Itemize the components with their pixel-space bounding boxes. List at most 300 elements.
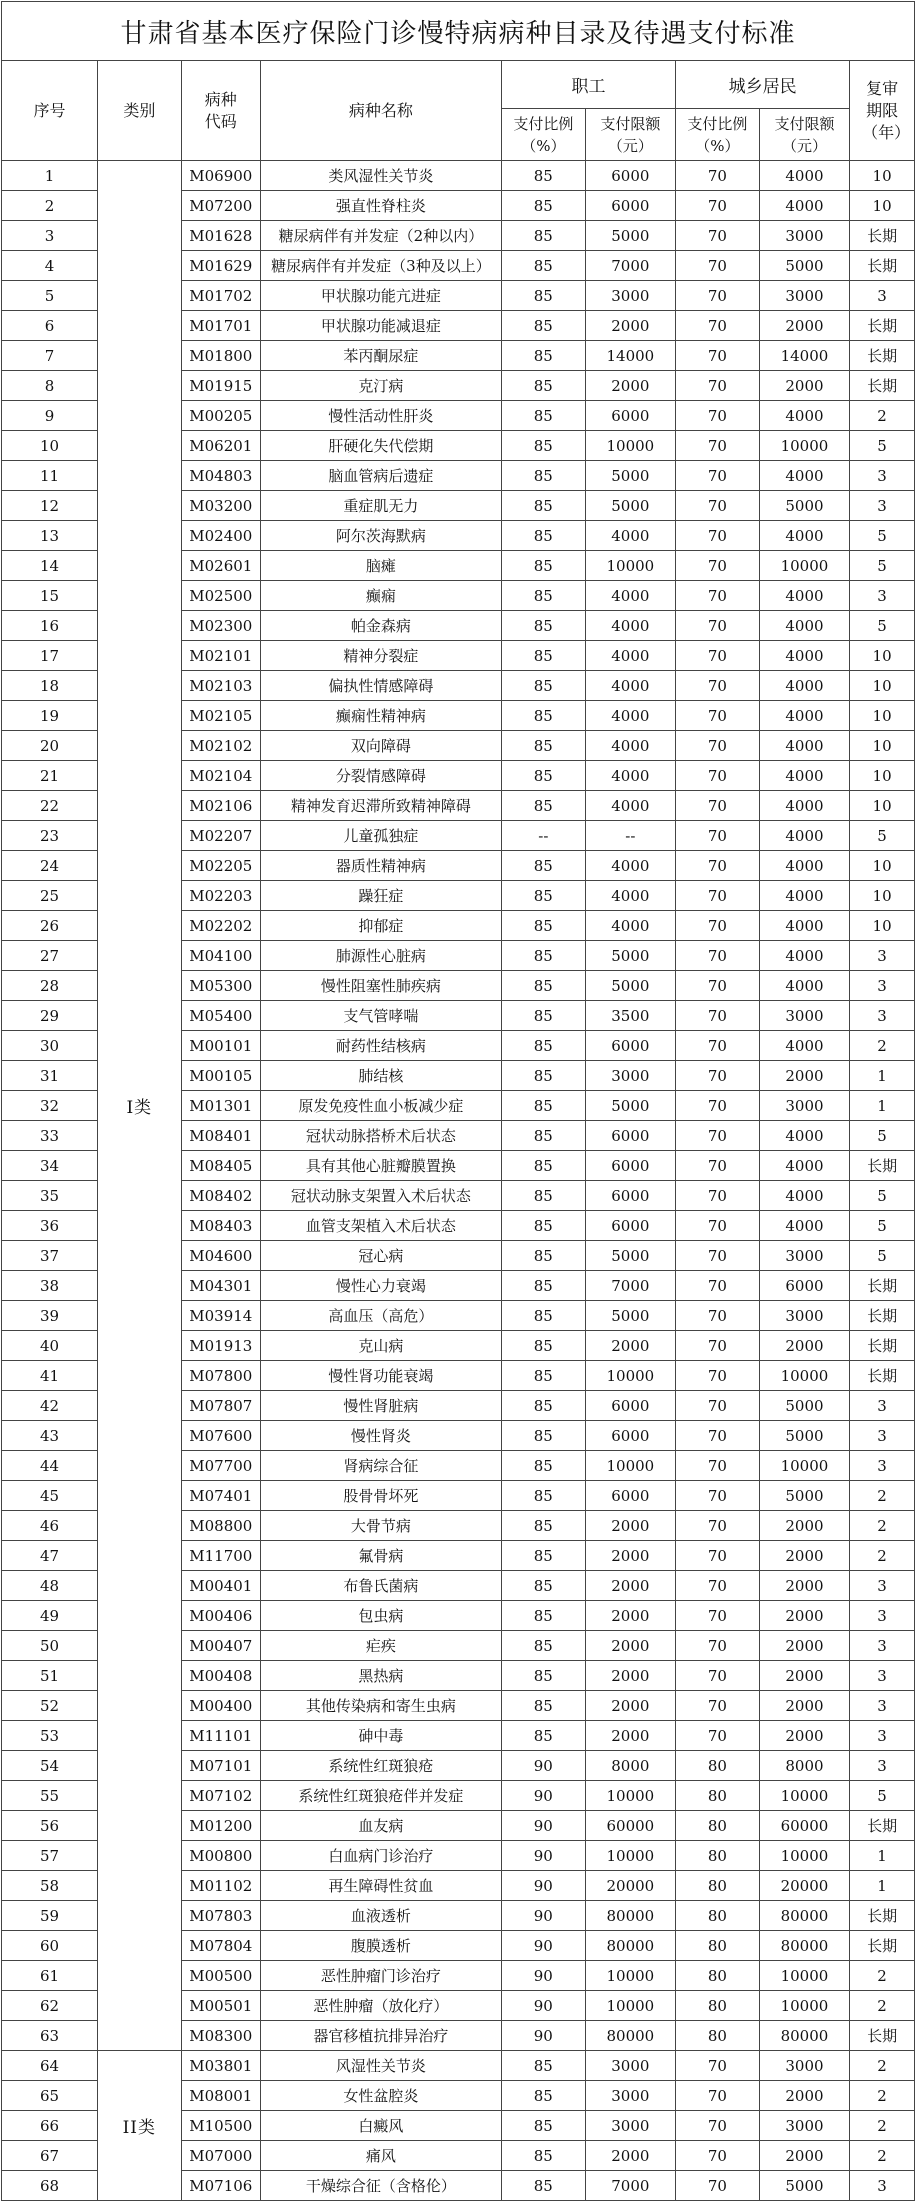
row-resident-limit: 2000 <box>759 1511 849 1541</box>
row-disease-name: 血友病 <box>260 1811 501 1841</box>
row-employee-ratio: 85 <box>501 881 585 911</box>
row-resident-ratio: 70 <box>676 1001 760 1031</box>
row-review-period: 3 <box>850 461 915 491</box>
row-seq: 25 <box>2 881 98 911</box>
row-employee-ratio: 85 <box>501 1331 585 1361</box>
row-disease-name: 风湿性关节炎 <box>260 2051 501 2081</box>
row-seq: 17 <box>2 641 98 671</box>
row-employee-ratio: 85 <box>501 341 585 371</box>
row-resident-ratio: 80 <box>676 1751 760 1781</box>
row-review-period: 3 <box>850 1421 915 1451</box>
row-employee-limit: 2000 <box>585 1661 675 1691</box>
row-resident-ratio: 70 <box>676 881 760 911</box>
row-employee-ratio: 85 <box>501 371 585 401</box>
row-review-period: 5 <box>850 1241 915 1271</box>
row-employee-limit: 4000 <box>585 791 675 821</box>
row-employee-ratio: 85 <box>501 1481 585 1511</box>
row-seq: 29 <box>2 1001 98 1031</box>
row-resident-limit: 4000 <box>759 1181 849 1211</box>
row-resident-ratio: 70 <box>676 791 760 821</box>
row-disease-name: 高血压（高危） <box>260 1301 501 1331</box>
row-review-period: 10 <box>850 761 915 791</box>
row-seq: 28 <box>2 971 98 1001</box>
row-disease-name: 肺源性心脏病 <box>260 941 501 971</box>
row-disease-name: 躁狂症 <box>260 881 501 911</box>
row-disease-name: 原发免疫性血小板减少症 <box>260 1091 501 1121</box>
row-resident-ratio: 70 <box>676 371 760 401</box>
row-seq: 12 <box>2 491 98 521</box>
header-employee: 职工 <box>501 61 675 109</box>
row-employee-limit: 10000 <box>585 551 675 581</box>
row-employee-limit: 10000 <box>585 1841 675 1871</box>
row-employee-limit: 3000 <box>585 1061 675 1091</box>
row-resident-limit: 4000 <box>759 461 849 491</box>
row-resident-ratio: 70 <box>676 2171 760 2201</box>
row-resident-limit: 4000 <box>759 1211 849 1241</box>
row-resident-limit: 14000 <box>759 341 849 371</box>
row-code: M11101 <box>181 1721 260 1751</box>
row-resident-ratio: 80 <box>676 1991 760 2021</box>
row-seq: 13 <box>2 521 98 551</box>
row-employee-limit: 4000 <box>585 761 675 791</box>
row-resident-limit: 2000 <box>759 1631 849 1661</box>
row-employee-limit: 7000 <box>585 1271 675 1301</box>
row-employee-limit: 7000 <box>585 251 675 281</box>
row-seq: 57 <box>2 1841 98 1871</box>
row-code: M08402 <box>181 1181 260 1211</box>
row-seq: 52 <box>2 1691 98 1721</box>
row-review-period: 长期 <box>850 1901 915 1931</box>
row-review-period: 3 <box>850 1601 915 1631</box>
row-employee-ratio: 85 <box>501 551 585 581</box>
row-code: M07106 <box>181 2171 260 2201</box>
row-employee-ratio: 85 <box>501 641 585 671</box>
header-seq: 序号 <box>2 61 98 161</box>
row-employee-ratio: 85 <box>501 1541 585 1571</box>
row-employee-ratio: 85 <box>501 941 585 971</box>
row-seq: 35 <box>2 1181 98 1211</box>
row-employee-limit: 5000 <box>585 1241 675 1271</box>
row-employee-limit: 5000 <box>585 941 675 971</box>
row-employee-limit: 80000 <box>585 2021 675 2051</box>
row-disease-name: 白血病门诊治疗 <box>260 1841 501 1871</box>
row-review-period: 3 <box>850 2171 915 2201</box>
row-seq: 11 <box>2 461 98 491</box>
row-resident-limit: 10000 <box>759 1361 849 1391</box>
row-resident-ratio: 80 <box>676 1841 760 1871</box>
row-seq: 44 <box>2 1451 98 1481</box>
row-disease-name: 脑瘫 <box>260 551 501 581</box>
row-employee-ratio: 85 <box>501 1421 585 1451</box>
row-employee-limit: 10000 <box>585 431 675 461</box>
row-resident-limit: 5000 <box>759 251 849 281</box>
row-resident-ratio: 70 <box>676 1391 760 1421</box>
row-review-period: 10 <box>850 191 915 221</box>
row-employee-limit: 80000 <box>585 1901 675 1931</box>
row-employee-ratio: 85 <box>501 1601 585 1631</box>
row-resident-limit: 80000 <box>759 1901 849 1931</box>
row-review-period: 3 <box>850 1721 915 1751</box>
row-code: M01915 <box>181 371 260 401</box>
row-employee-limit: 20000 <box>585 1871 675 1901</box>
row-code: M08401 <box>181 1121 260 1151</box>
row-disease-name: 血管支架植入术后状态 <box>260 1211 501 1241</box>
row-disease-name: 支气管哮喘 <box>260 1001 501 1031</box>
row-code: M10500 <box>181 2111 260 2141</box>
row-resident-ratio: 80 <box>676 1931 760 1961</box>
row-resident-limit: 5000 <box>759 1391 849 1421</box>
row-seq: 18 <box>2 671 98 701</box>
row-employee-limit: 10000 <box>585 1451 675 1481</box>
row-resident-limit: 10000 <box>759 1841 849 1871</box>
row-review-period: 2 <box>850 1961 915 1991</box>
row-code: M01200 <box>181 1811 260 1841</box>
row-review-period: 3 <box>850 1001 915 1031</box>
row-seq: 42 <box>2 1391 98 1421</box>
row-review-period: 1 <box>850 1841 915 1871</box>
row-resident-limit: 3000 <box>759 1091 849 1121</box>
row-employee-ratio: 90 <box>501 1901 585 1931</box>
row-resident-limit: 2000 <box>759 371 849 401</box>
row-disease-name: 布鲁氏菌病 <box>260 1571 501 1601</box>
row-review-period: 2 <box>850 401 915 431</box>
row-review-period: 10 <box>850 641 915 671</box>
row-resident-ratio: 70 <box>676 671 760 701</box>
row-disease-name: 癫痫性精神病 <box>260 701 501 731</box>
row-code: M07807 <box>181 1391 260 1421</box>
row-employee-ratio: 85 <box>501 2111 585 2141</box>
row-employee-limit: 4000 <box>585 911 675 941</box>
row-employee-ratio: -- <box>501 821 585 851</box>
row-disease-name: 肺结核 <box>260 1061 501 1091</box>
row-review-period: 长期 <box>850 2021 915 2051</box>
row-review-period: 10 <box>850 791 915 821</box>
row-resident-limit: 3000 <box>759 1301 849 1331</box>
row-review-period: 2 <box>850 1991 915 2021</box>
row-seq: 19 <box>2 701 98 731</box>
row-employee-limit: 5000 <box>585 491 675 521</box>
row-seq: 65 <box>2 2081 98 2111</box>
row-employee-limit: 14000 <box>585 341 675 371</box>
row-review-period: 1 <box>850 1061 915 1091</box>
row-review-period: 3 <box>850 1571 915 1601</box>
row-employee-limit: 4000 <box>585 881 675 911</box>
row-disease-name: 慢性活动性肝炎 <box>260 401 501 431</box>
row-resident-ratio: 70 <box>676 281 760 311</box>
row-seq: 30 <box>2 1031 98 1061</box>
row-code: M03914 <box>181 1301 260 1331</box>
row-resident-limit: 3000 <box>759 1241 849 1271</box>
row-employee-ratio: 85 <box>501 1571 585 1601</box>
row-review-period: 2 <box>850 1511 915 1541</box>
header-review-period: 复审期限（年） <box>850 61 915 161</box>
row-seq: 60 <box>2 1931 98 1961</box>
row-resident-ratio: 70 <box>676 1061 760 1091</box>
row-employee-ratio: 85 <box>501 281 585 311</box>
row-employee-ratio: 85 <box>501 1301 585 1331</box>
row-employee-limit: 5000 <box>585 221 675 251</box>
row-seq: 15 <box>2 581 98 611</box>
row-seq: 49 <box>2 1601 98 1631</box>
row-resident-limit: 3000 <box>759 2051 849 2081</box>
row-resident-limit: 2000 <box>759 1721 849 1751</box>
row-review-period: 10 <box>850 851 915 881</box>
row-employee-limit: 3000 <box>585 2111 675 2141</box>
row-resident-ratio: 70 <box>676 191 760 221</box>
row-disease-name: 脑血管病后遗症 <box>260 461 501 491</box>
row-seq: 56 <box>2 1811 98 1841</box>
row-employee-ratio: 85 <box>501 1661 585 1691</box>
row-disease-name: 精神分裂症 <box>260 641 501 671</box>
row-review-period: 5 <box>850 1121 915 1151</box>
row-resident-limit: 20000 <box>759 1871 849 1901</box>
row-review-period: 长期 <box>850 341 915 371</box>
row-review-period: 3 <box>850 281 915 311</box>
row-seq: 5 <box>2 281 98 311</box>
row-seq: 10 <box>2 431 98 461</box>
row-employee-limit: 2000 <box>585 1601 675 1631</box>
row-resident-limit: 2000 <box>759 1601 849 1631</box>
row-code: M00407 <box>181 1631 260 1661</box>
header-code: 病种代码 <box>181 61 260 161</box>
row-employee-ratio: 85 <box>501 2081 585 2111</box>
row-seq: 43 <box>2 1421 98 1451</box>
row-employee-limit: 4000 <box>585 641 675 671</box>
row-resident-limit: 4000 <box>759 641 849 671</box>
row-code: M00500 <box>181 1961 260 1991</box>
row-review-period: 5 <box>850 431 915 461</box>
row-resident-limit: 3000 <box>759 2111 849 2141</box>
row-employee-limit: 10000 <box>585 1991 675 2021</box>
header-employee-limit: 支付限额（元） <box>585 109 675 161</box>
row-resident-ratio: 80 <box>676 1781 760 1811</box>
row-code: M02205 <box>181 851 260 881</box>
row-code: M05400 <box>181 1001 260 1031</box>
row-resident-limit: 4000 <box>759 611 849 641</box>
row-resident-ratio: 70 <box>676 1571 760 1601</box>
row-code: M04301 <box>181 1271 260 1301</box>
header-employee-ratio: 支付比例（%） <box>501 109 585 161</box>
row-resident-ratio: 70 <box>676 1451 760 1481</box>
row-review-period: 5 <box>850 551 915 581</box>
row-code: M02103 <box>181 671 260 701</box>
row-employee-limit: 6000 <box>585 191 675 221</box>
row-employee-limit: 3000 <box>585 2051 675 2081</box>
row-disease-name: 干燥综合征（含格伦） <box>260 2171 501 2201</box>
row-resident-ratio: 70 <box>676 431 760 461</box>
row-code: M02104 <box>181 761 260 791</box>
row-resident-limit: 2000 <box>759 1691 849 1721</box>
row-disease-name: 抑郁症 <box>260 911 501 941</box>
row-disease-name: 痛风 <box>260 2141 501 2171</box>
row-resident-ratio: 70 <box>676 971 760 1001</box>
row-review-period: 3 <box>850 1391 915 1421</box>
row-code: M02106 <box>181 791 260 821</box>
row-employee-limit: 7000 <box>585 2171 675 2201</box>
row-code: M08001 <box>181 2081 260 2111</box>
table-row <box>2 2051 915 2081</box>
row-code: M08800 <box>181 1511 260 1541</box>
row-employee-limit: 4000 <box>585 731 675 761</box>
row-employee-limit: 6000 <box>585 1181 675 1211</box>
row-resident-limit: 4000 <box>759 161 849 191</box>
row-resident-limit: 80000 <box>759 1931 849 1961</box>
row-employee-ratio: 85 <box>501 1511 585 1541</box>
row-seq: 64 <box>2 2051 98 2081</box>
row-resident-limit: 5000 <box>759 1481 849 1511</box>
row-code: M01800 <box>181 341 260 371</box>
row-employee-limit: 2000 <box>585 1511 675 1541</box>
row-resident-limit: 4000 <box>759 911 849 941</box>
row-employee-limit: 6000 <box>585 1031 675 1061</box>
row-resident-ratio: 70 <box>676 1301 760 1331</box>
row-review-period: 5 <box>850 611 915 641</box>
row-seq: 32 <box>2 1091 98 1121</box>
row-employee-limit: 3500 <box>585 1001 675 1031</box>
row-disease-name: 疟疾 <box>260 1631 501 1661</box>
row-resident-ratio: 70 <box>676 641 760 671</box>
row-employee-ratio: 85 <box>501 1001 585 1031</box>
row-resident-limit: 2000 <box>759 1571 849 1601</box>
row-seq: 68 <box>2 2171 98 2201</box>
row-disease-name: 冠状动脉搭桥术后状态 <box>260 1121 501 1151</box>
row-code: M07600 <box>181 1421 260 1451</box>
row-resident-ratio: 80 <box>676 1811 760 1841</box>
row-employee-limit: 4000 <box>585 701 675 731</box>
row-resident-limit: 2000 <box>759 1661 849 1691</box>
row-resident-ratio: 70 <box>676 1361 760 1391</box>
row-seq: 4 <box>2 251 98 281</box>
row-disease-name: 精神发育迟滞所致精神障碍 <box>260 791 501 821</box>
row-review-period: 10 <box>850 881 915 911</box>
row-code: M00400 <box>181 1691 260 1721</box>
row-employee-ratio: 85 <box>501 611 585 641</box>
row-review-period: 10 <box>850 671 915 701</box>
row-code: M07000 <box>181 2141 260 2171</box>
row-resident-ratio: 70 <box>676 311 760 341</box>
row-disease-name: 糖尿病伴有并发症（3种及以上） <box>260 251 501 281</box>
row-employee-limit: 2000 <box>585 1331 675 1361</box>
row-resident-ratio: 70 <box>676 461 760 491</box>
row-employee-ratio: 85 <box>501 1451 585 1481</box>
row-employee-ratio: 85 <box>501 851 585 881</box>
row-review-period: 3 <box>850 581 915 611</box>
row-seq: 9 <box>2 401 98 431</box>
row-employee-limit: 8000 <box>585 1751 675 1781</box>
row-code: M02500 <box>181 581 260 611</box>
row-resident-ratio: 70 <box>676 581 760 611</box>
row-seq: 51 <box>2 1661 98 1691</box>
row-code: M07200 <box>181 191 260 221</box>
row-employee-ratio: 85 <box>501 581 585 611</box>
row-review-period: 3 <box>850 971 915 1001</box>
row-disease-name: 糖尿病伴有并发症（2种以内） <box>260 221 501 251</box>
row-resident-ratio: 80 <box>676 1901 760 1931</box>
row-employee-ratio: 85 <box>501 671 585 701</box>
row-seq: 54 <box>2 1751 98 1781</box>
row-review-period: 10 <box>850 911 915 941</box>
row-resident-ratio: 70 <box>676 1601 760 1631</box>
row-resident-ratio: 70 <box>676 1121 760 1151</box>
row-seq: 23 <box>2 821 98 851</box>
row-resident-limit: 4000 <box>759 401 849 431</box>
row-resident-ratio: 70 <box>676 911 760 941</box>
row-resident-ratio: 70 <box>676 221 760 251</box>
row-resident-limit: 5000 <box>759 1421 849 1451</box>
row-employee-ratio: 85 <box>501 461 585 491</box>
row-disease-name: 恶性肿瘤（放化疗） <box>260 1991 501 2021</box>
row-disease-name: 其他传染病和寄生虫病 <box>260 1691 501 1721</box>
row-employee-ratio: 85 <box>501 1091 585 1121</box>
row-review-period: 1 <box>850 1091 915 1121</box>
row-code: M02102 <box>181 731 260 761</box>
row-disease-name: 砷中毒 <box>260 1721 501 1751</box>
row-review-period: 10 <box>850 161 915 191</box>
row-disease-name: 具有其他心脏瓣膜置换 <box>260 1151 501 1181</box>
row-employee-limit: 4000 <box>585 671 675 701</box>
row-resident-ratio: 70 <box>676 551 760 581</box>
row-resident-limit: 4000 <box>759 761 849 791</box>
row-disease-name: 恶性肿瘤门诊治疗 <box>260 1961 501 1991</box>
row-resident-ratio: 70 <box>676 1511 760 1541</box>
row-code: M02300 <box>181 611 260 641</box>
row-code: M00406 <box>181 1601 260 1631</box>
row-seq: 50 <box>2 1631 98 1661</box>
row-disease-name: 肾病综合征 <box>260 1451 501 1481</box>
row-resident-limit: 10000 <box>759 1781 849 1811</box>
row-disease-name: 白癜风 <box>260 2111 501 2141</box>
row-employee-ratio: 90 <box>501 1991 585 2021</box>
row-employee-limit: 10000 <box>585 1961 675 1991</box>
row-employee-ratio: 85 <box>501 1631 585 1661</box>
row-review-period: 2 <box>850 1541 915 1571</box>
row-code: M04803 <box>181 461 260 491</box>
row-disease-name: 双向障碍 <box>260 731 501 761</box>
row-resident-limit: 3000 <box>759 1001 849 1031</box>
row-disease-name: 甲状腺功能亢进症 <box>260 281 501 311</box>
row-resident-ratio: 70 <box>676 1241 760 1271</box>
row-resident-limit: 4000 <box>759 791 849 821</box>
row-disease-name: 克山病 <box>260 1331 501 1361</box>
row-seq: 45 <box>2 1481 98 1511</box>
row-code: M08405 <box>181 1151 260 1181</box>
row-resident-ratio: 70 <box>676 1331 760 1361</box>
row-resident-ratio: 80 <box>676 2021 760 2051</box>
row-review-period: 2 <box>850 2141 915 2171</box>
row-code: M01629 <box>181 251 260 281</box>
row-employee-ratio: 90 <box>501 1811 585 1841</box>
row-code: M00205 <box>181 401 260 431</box>
row-employee-ratio: 85 <box>501 161 585 191</box>
row-resident-ratio: 70 <box>676 1661 760 1691</box>
row-employee-ratio: 85 <box>501 401 585 431</box>
header-resident-limit: 支付限额（元） <box>759 109 849 161</box>
row-disease-name: 冠心病 <box>260 1241 501 1271</box>
row-disease-name: 耐药性结核病 <box>260 1031 501 1061</box>
row-disease-name: 肝硬化失代偿期 <box>260 431 501 461</box>
row-resident-ratio: 80 <box>676 1961 760 1991</box>
row-review-period: 长期 <box>850 1151 915 1181</box>
row-employee-ratio: 90 <box>501 1931 585 1961</box>
row-seq: 26 <box>2 911 98 941</box>
row-employee-limit: 5000 <box>585 461 675 491</box>
row-employee-ratio: 85 <box>501 1181 585 1211</box>
row-code: M02203 <box>181 881 260 911</box>
row-seq: 66 <box>2 2111 98 2141</box>
row-seq: 21 <box>2 761 98 791</box>
row-code: M05300 <box>181 971 260 1001</box>
row-seq: 22 <box>2 791 98 821</box>
